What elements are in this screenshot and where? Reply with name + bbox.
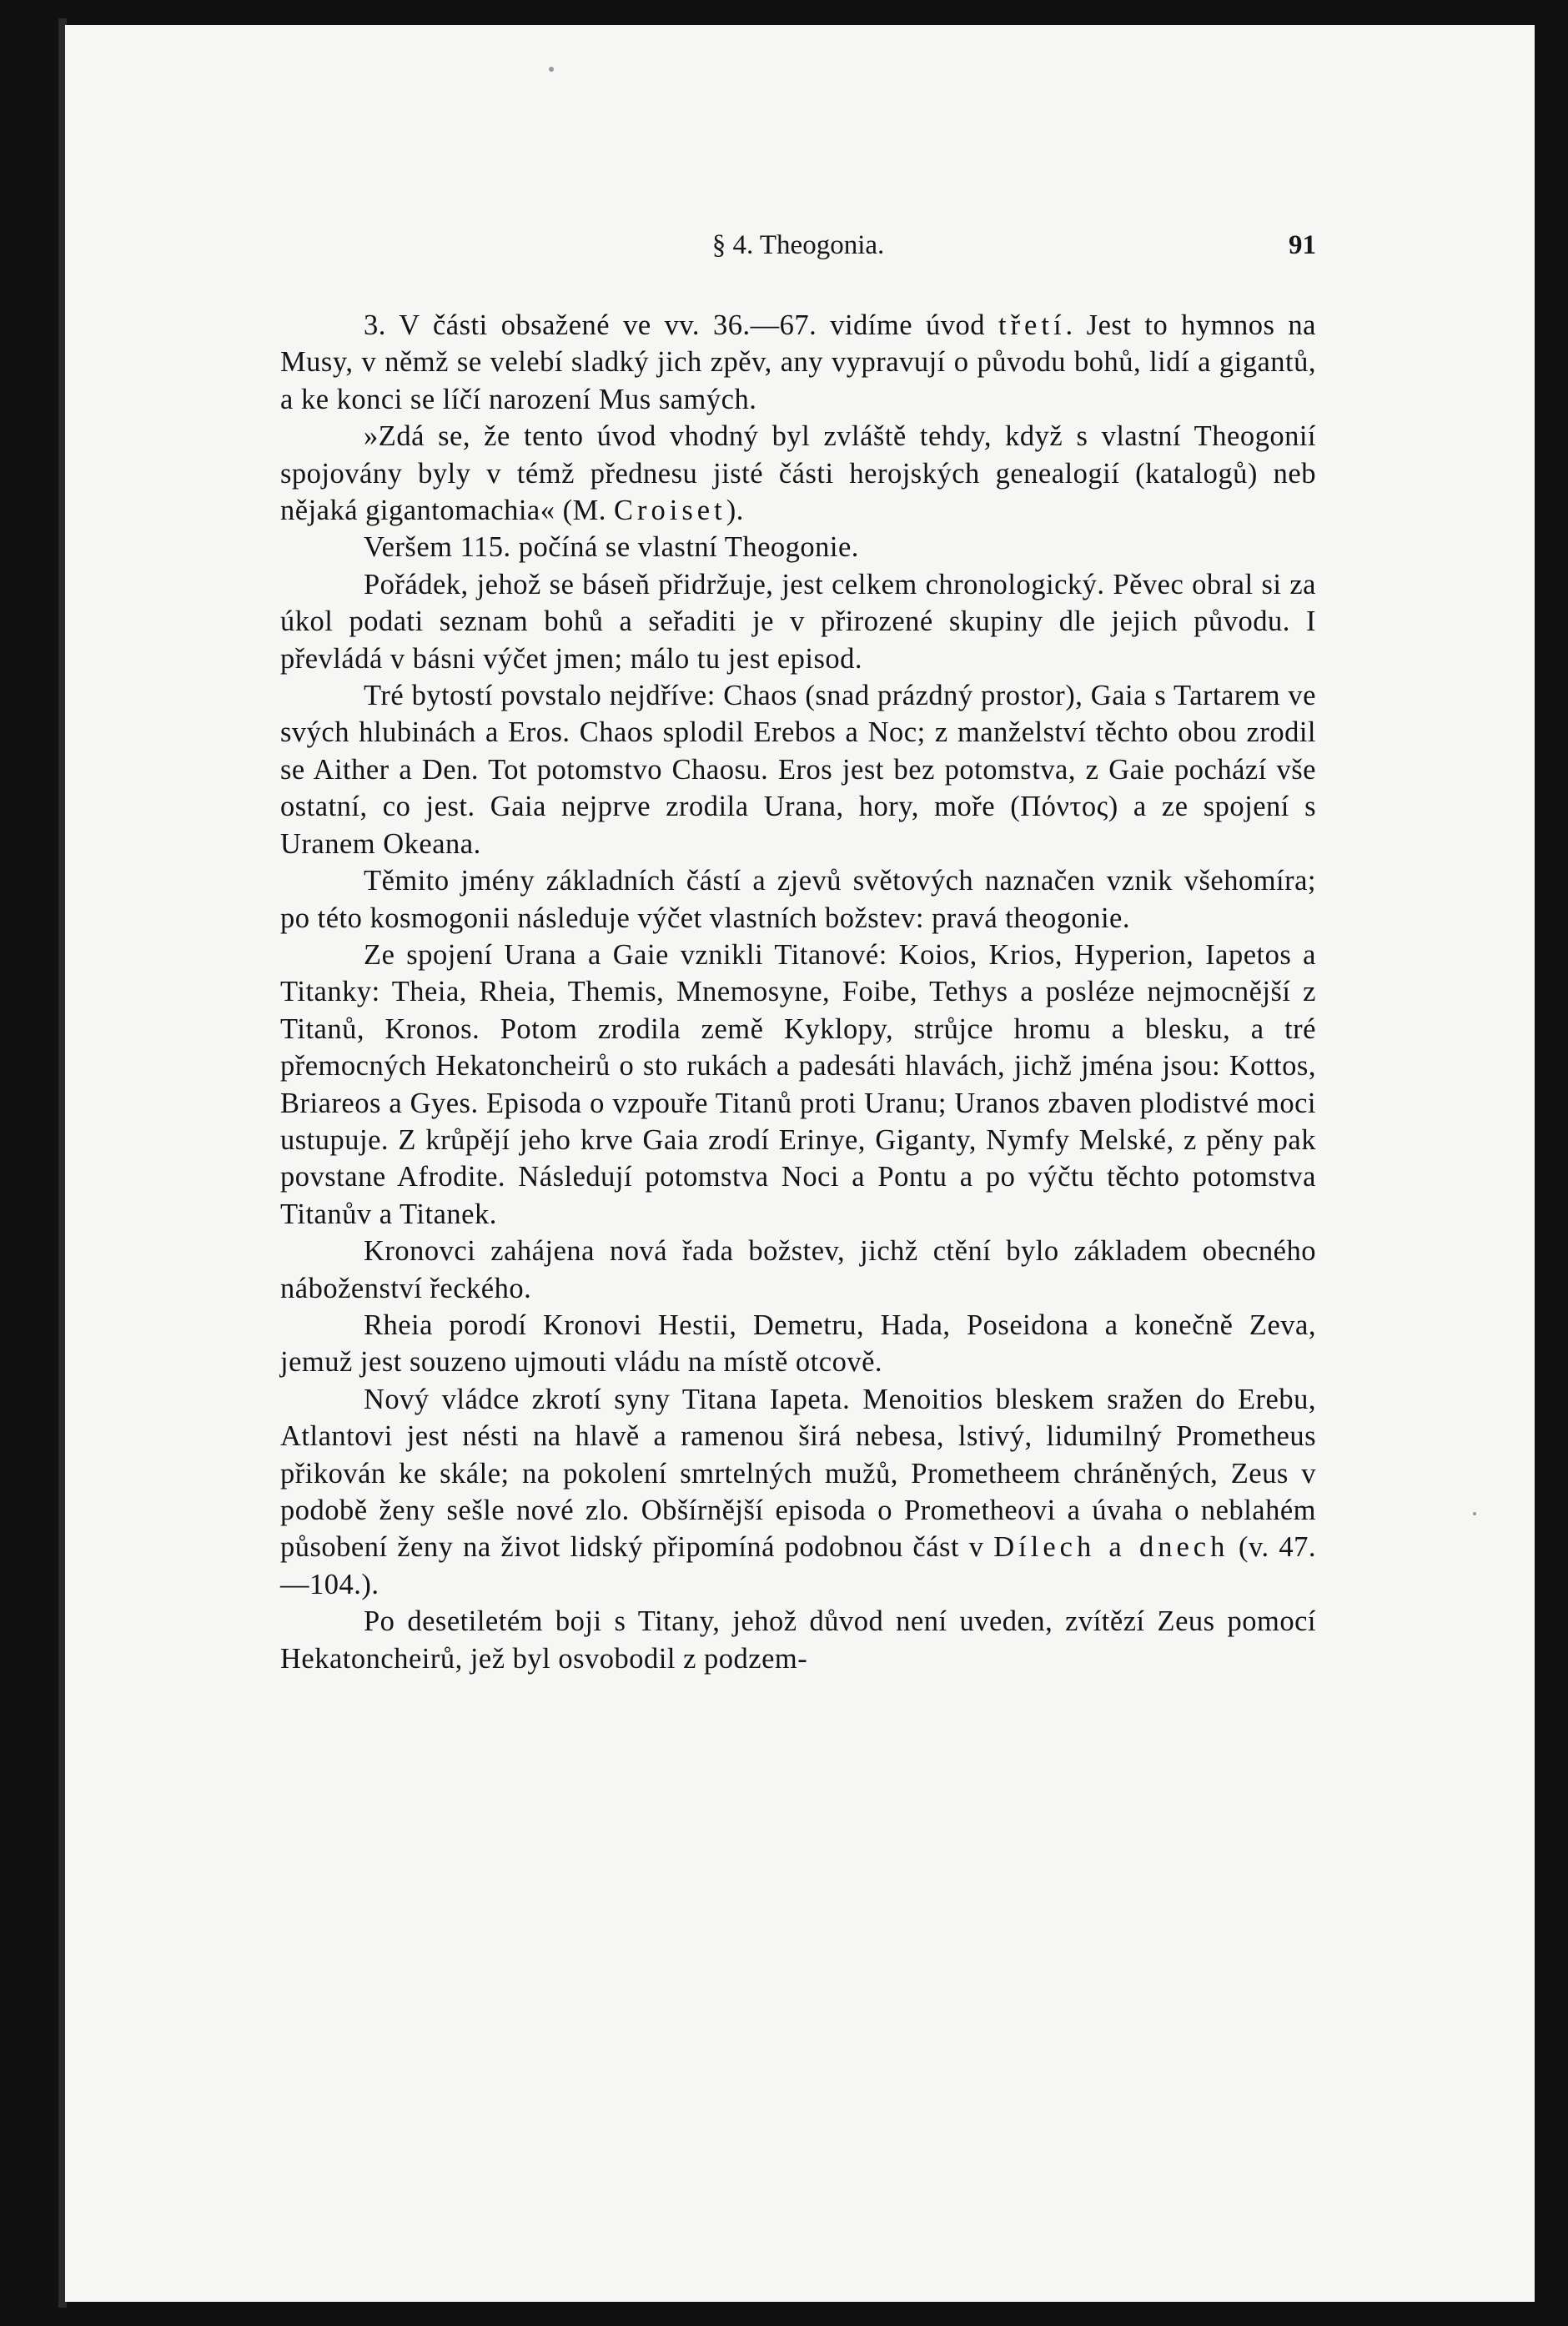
paragraph: [280, 1233, 1316, 1307]
paragraph-text: ).: [726, 495, 744, 527]
paragraph: [280, 862, 1316, 937]
paragraph-text: Těmito jmény základních částí a zjevů světových naznačen vznik všehomíra; po této kosmogonii následuje výčet vlastních božstev: pravá theogonie.: [280, 865, 1316, 934]
paragraph-text: Ze spojení Urana a Gaie vznikli Titanové: Koios, Krios, Hyperion, Iapetos a Titanky: Theia, Rheia, Themis, Mnemosyne, Foibe, Tethys a posléze nejmocnější z Titanů, Kronos. Potom zrodila země Kyklopy, strůjce hromu a blesku, a tré přemocných Hekatoncheirů o sto rukách a padesáti hlavách, jichž jména jsou: Kottos, Briareos a Gyes. Episoda o vzpouře Titanů proti Uranu; Uranos zbaven plodistvé moci ustupuje. Z krůpějí jeho krve Gaia zrodí Erinye, Giganty, Nymfy Melské, z pěny pak povstane Afrodite. Následují potomstva Noci a Pontu a po výčtu těchto potomstva Titanův a Titanek.: [280, 938, 1316, 1230]
paragraph-text: . Jest to hymnos na Musy, v němž se velebí sladký jich zpěv, any vypravují o původu bohů, lidí a gigantů, a ke konci se líčí narození Mus samých.: [280, 309, 1316, 415]
paragraph-text: Tré bytostí povstalo nejdříve: Chaos (snad prázdný prostor), Gaia s Tartarem ve svých hlubinách a Eros. Chaos splodil Erebos a Noc; z manželství těchto obou zrodil se Aither a Den. Tot potomstvo Chaosu. Eros jest bez potomstva, z Gaie pochází vše ostatní, co jest. Gaia nejprve zrodila Urana, hory, moře (Πόντος) a ze spojení s Uranem Okeana.: [280, 680, 1316, 860]
body-text: [280, 307, 1316, 1677]
emphasis-spaced: třetí: [998, 309, 1066, 341]
paragraph: [280, 1603, 1316, 1677]
paragraph: [280, 529, 1316, 565]
paragraph: [280, 307, 1316, 418]
book-page: [65, 25, 1535, 2302]
running-head: [280, 230, 1316, 264]
paragraph: [280, 937, 1316, 1233]
paragraph-text: Po desetiletém boji s Titany, jehož důvod není uveden, zvítězí Zeus pomocí Hekatoncheirů, jež byl osvobodil z podzem-: [280, 1605, 1316, 1675]
paragraph-text: Nový vládce zkrotí syny Titana Iapeta. Menoitios bleskem sražen do Erebu, Atlantovi jest nésti na hlavě a ramenou širá nebesa, lstivý, lidumilný Prometheus přikován ke skále; na pokolení smrtelných mužů, Prometheem chráněných, Zeus v podobě ženy sešle nové zlo. Obšírnější episoda o Prometheovi a úvaha o neblahém působení ženy na život lidský připomíná podobnou část v: [280, 1383, 1316, 1564]
paragraph-text: 3. V části obsažené ve vv. 36.—67. vidíme úvod: [364, 309, 998, 341]
paragraph: [280, 566, 1316, 677]
paragraph-text: Kronovci zahájena nová řada božstev, jichž ctění bylo základem obecného náboženství řeckého.: [280, 1235, 1316, 1304]
paragraph: [280, 1307, 1316, 1381]
paragraph: [280, 418, 1316, 529]
paragraph: [280, 677, 1316, 862]
paragraph-text: Rheia porodí Kronovi Hestii, Demetru, Hada, Poseidona a konečně Zeva, jemuž jest souzeno ujmouti vládu na místě otcově.: [280, 1309, 1316, 1379]
paragraph-text: (v. 47.—104.).: [280, 1531, 1317, 1600]
speck-mark: [549, 67, 554, 72]
speck-mark: [1473, 1512, 1476, 1515]
paragraph-text: Pořádek, jehož se báseň přidržuje, jest celkem chronologický. Pěvec obral si za úkol podati seznam bohů a seřaditi je v přirozené skupiny dle jejich původu. I převládá v básni výčet jmen; málo tu jest episod.: [280, 568, 1316, 675]
paragraph-text: »Zdá se, že tento úvod vhodný byl zvláště tehdy, když s vlastní Theogonií spojovány byly v témž přednesu jisté části herojských genealogií (katalogů) neb nějaká gigantomachia« (M.: [280, 420, 1316, 527]
emphasis-spaced: Croiset: [614, 495, 726, 527]
emphasis-spaced: Dílech a dnech: [993, 1531, 1229, 1564]
paragraph: [280, 1381, 1316, 1603]
paragraph-text: Veršem 115. počíná se vlastní Theogonie.: [364, 531, 859, 564]
page-number: 91: [1289, 230, 1316, 260]
section-title: § 4. Theogonia.: [711, 230, 885, 260]
